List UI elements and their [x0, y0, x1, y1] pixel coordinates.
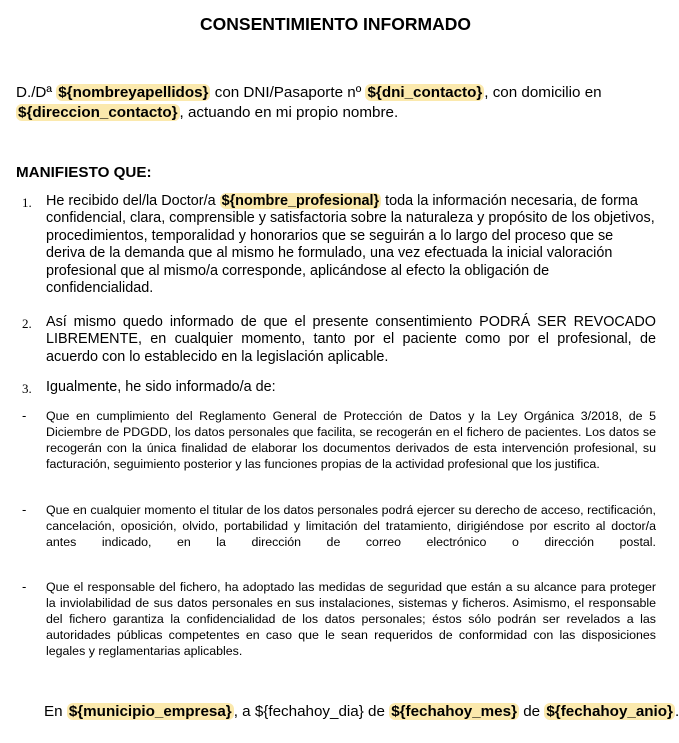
subitem-text: Que en cualquier momento el titular de los datos personales podrá ejercer su derecho de acceso, rectificación, cancelación, oposición, olvido, portabilidad y limitación del tratamiento, dirigiéndose por escrito al doctor/a antes indicado, en la dirección de correo electrónico o dirección postal.: [46, 503, 656, 549]
dni-label: con DNI/Pasaporte nº: [214, 84, 362, 101]
subitem-marker: -: [22, 579, 27, 594]
mes-placeholder[interactable]: ${fechahoy_mes}: [391, 703, 517, 720]
address-placeholder[interactable]: ${direccion_contacto}: [18, 104, 178, 121]
footer-end: .: [674, 703, 679, 720]
footer-prefix: En: [44, 703, 63, 720]
list-item: Igualmente, he sido informado/a de:: [46, 379, 276, 395]
intro-suffix: , actuando en mi propio nombre.: [179, 104, 399, 121]
subitem-text: Que el responsable del fichero, ha adoptado las medidas de seguridad que están a su alcance para proteger la inviolabilidad de sus datos personales en sus instalaciones, sistemas y ficheros. Asimismo, el responsable del fichero garantiza la confidencialidad de los datos personales; éstos sólo podrán ser revelados a las autoridades públicas competentes en caso que le sean requeridos de conformidad con las disposiciones legales y reglamentarias aplicables.: [46, 580, 656, 658]
intro-prefix: D./Dª: [16, 84, 52, 101]
intro-paragraph: [16, 83, 656, 123]
list-item: Así mismo quedo informado de que el presente consentimiento PODRÁ SER REVOCADO LIBREMENTE, en cualquier momento, tanto por el paciente como por el profesional, de acuerdo con lo establecido en la legislación aplicable.: [46, 314, 656, 365]
list-item: [46, 193, 656, 297]
municipio-placeholder[interactable]: ${municipio_empresa}: [68, 703, 232, 720]
name-placeholder[interactable]: ${nombreyapellidos}: [58, 84, 209, 101]
item-number: 3.: [22, 381, 32, 396]
item-number: 1.: [22, 195, 32, 210]
dni-placeholder[interactable]: ${dni_contacto}: [367, 84, 483, 101]
professional-name-placeholder[interactable]: ${nombre_profesional}: [221, 193, 380, 209]
domicilio-label: , con domicilio en: [484, 84, 602, 101]
footer-de-1: de: [368, 703, 385, 720]
anio-placeholder[interactable]: ${fechahoy_anio}: [546, 703, 673, 720]
item-text-before: He recibido del/la Doctor/a: [46, 193, 216, 209]
subitem-text: Que en cumplimiento del Reglamento General de Protección de Datos y la Ley Orgánica 3/2018, de 5 Diciembre de PDGDD, los datos personales que facilita, se recogerán en el fichero de pacientes. Los datos se recogerán con la única finalidad de elaborar los documentos derivados de esta intervención profesional, su facturación, seguimiento posterior y las funciones propias de la actividad profesional que los justifica.: [46, 409, 656, 471]
manifiesto-heading: MANIFIESTO QUE:: [16, 164, 152, 181]
item-text-after: toda la información necesaria, de forma confidencial, clara, comprensible y satisfactoria sobre la naturaleza y propósito de los objetivos, procedimientos, temporalidad y honorarios que se seguirán a lo largo del proceso que se deriva de la demanda que al mismo he formulado, una vez efectuada la inicial valoración profesional que al mismo/a corresponde, aplicándose al efecto la obligación de confidencialidad.: [46, 193, 655, 297]
subitem-marker: -: [22, 408, 27, 423]
footer-sep: , a: [233, 703, 251, 720]
item-number: 2.: [22, 316, 32, 331]
subitem-marker: -: [22, 502, 27, 517]
document-title: CONSENTIMIENTO INFORMADO: [200, 14, 471, 34]
dia-placeholder[interactable]: ${fechahoy_dia}: [254, 703, 364, 720]
footer-de-2: de: [523, 703, 541, 720]
footer-line: [44, 702, 679, 722]
